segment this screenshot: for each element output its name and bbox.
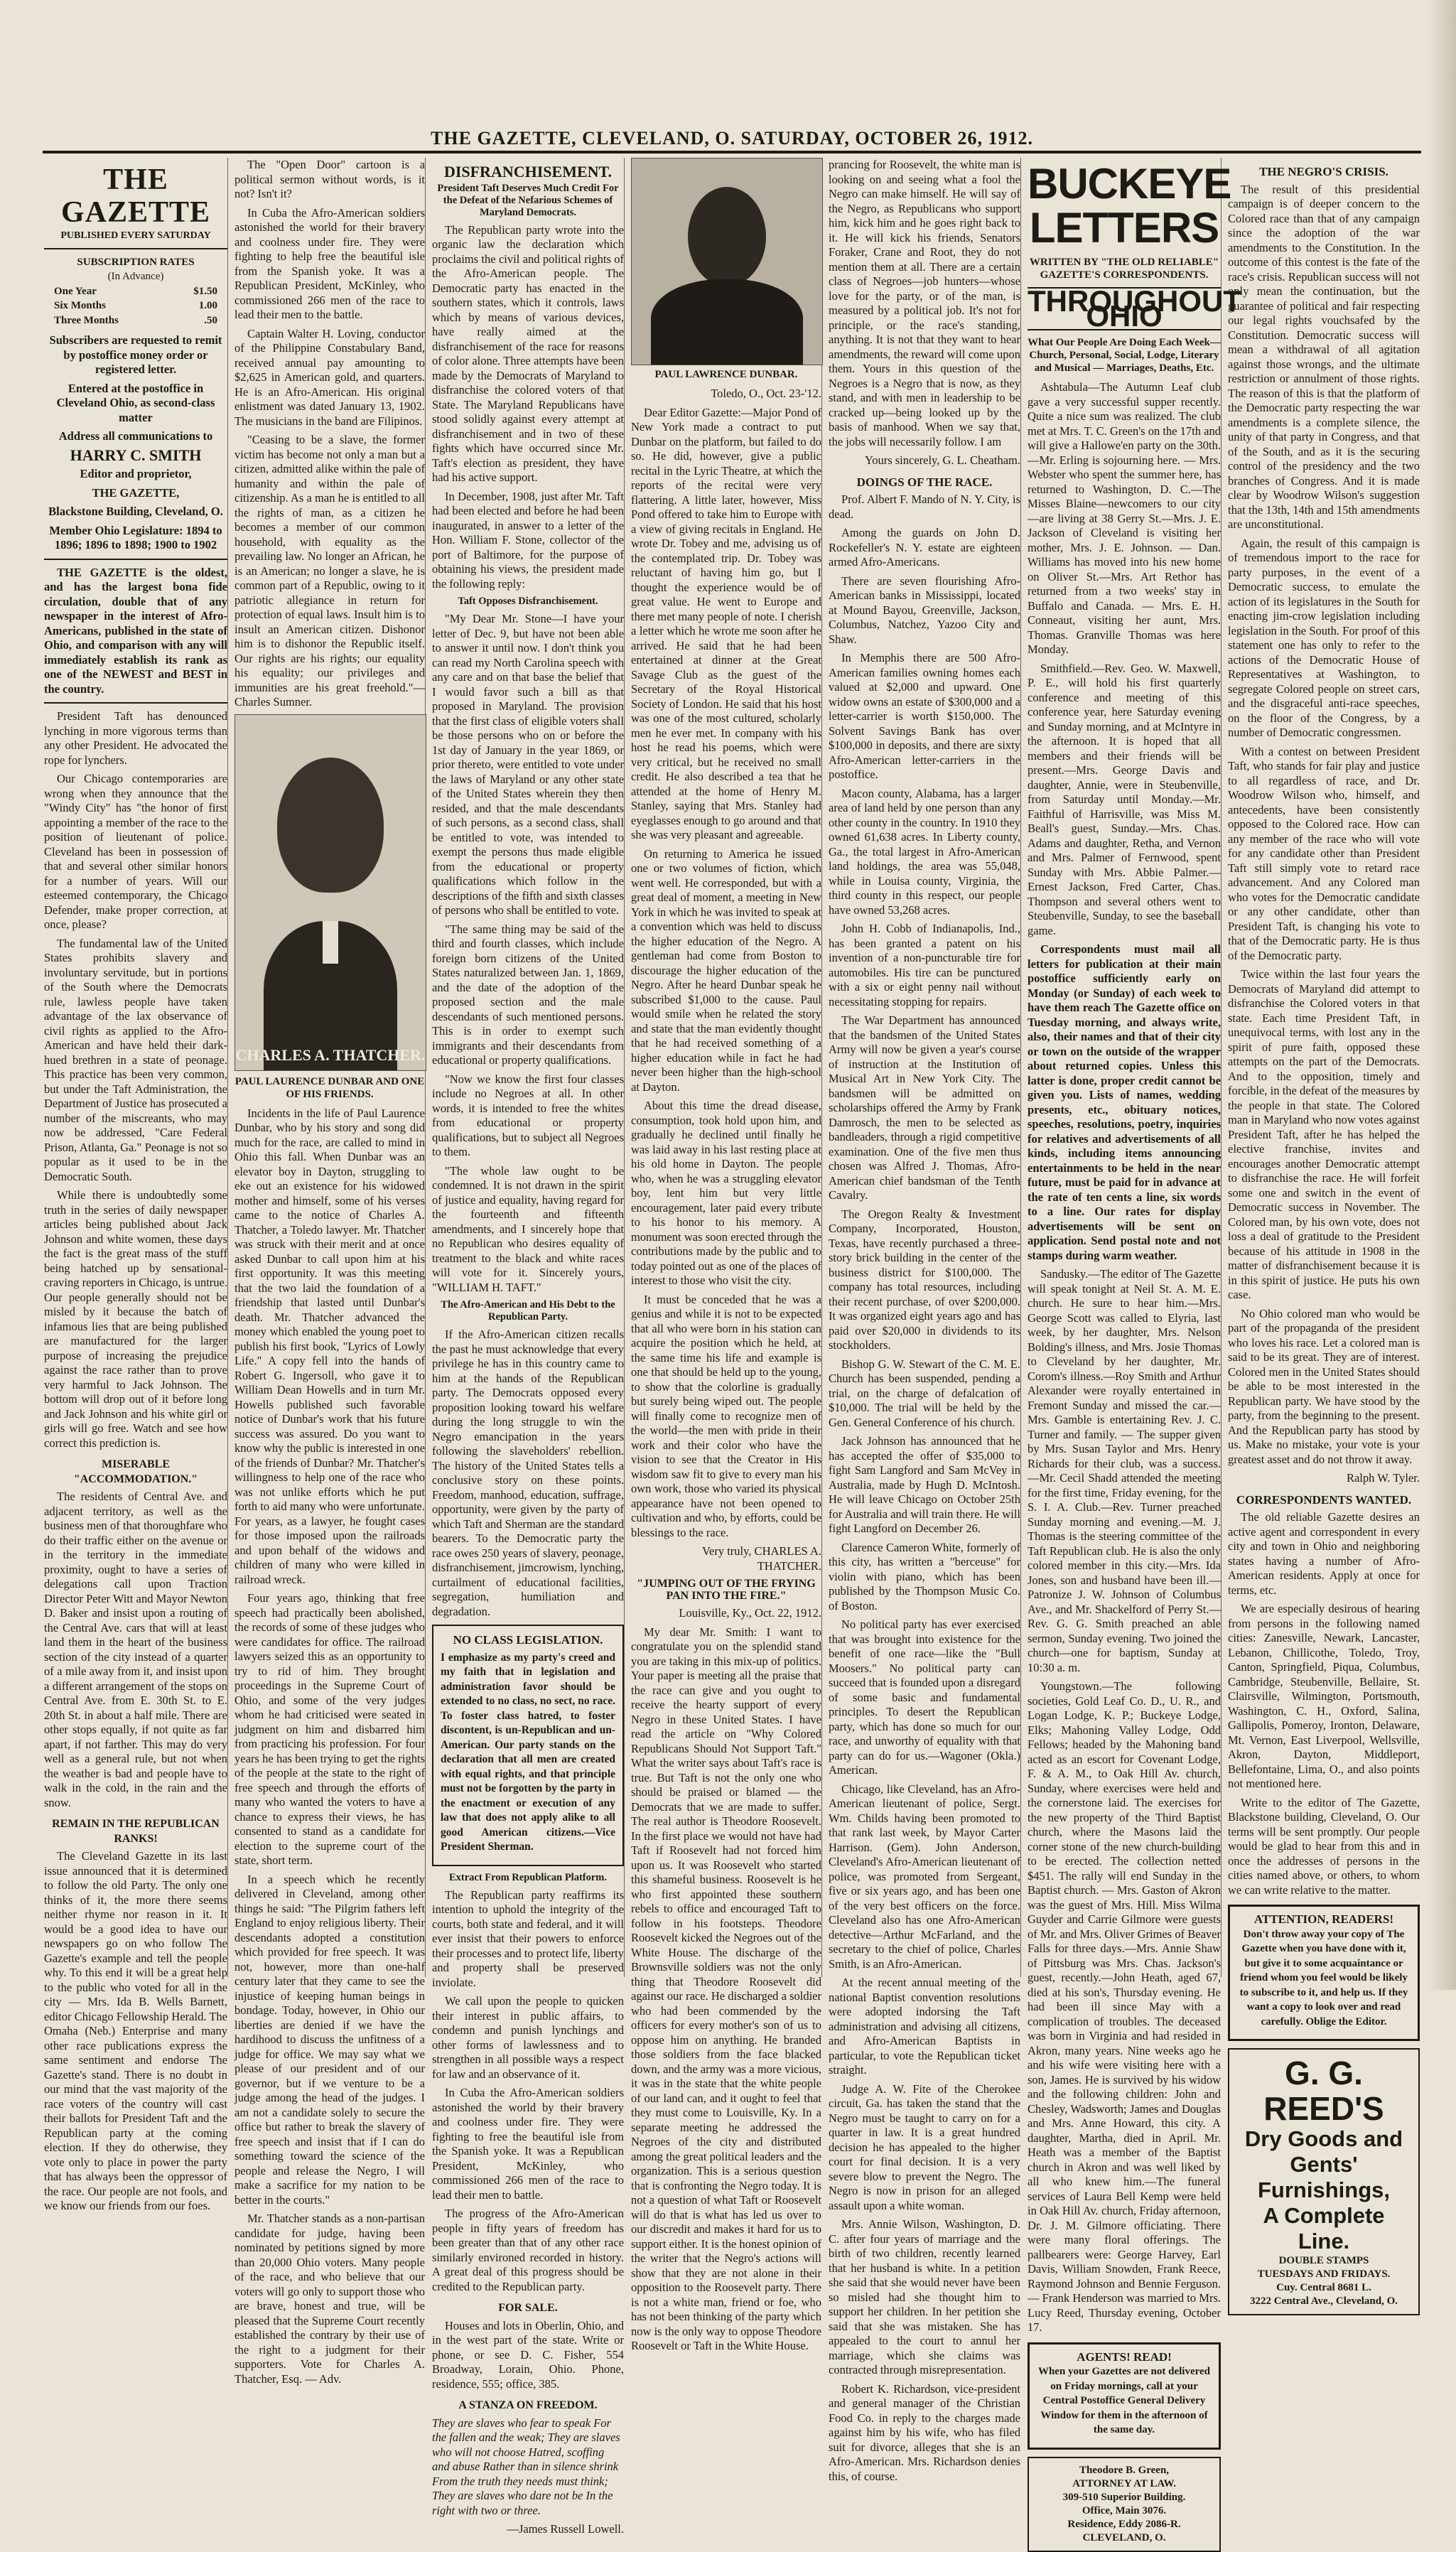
- article-paragraph: "Ceasing to be a slave, the former victim has become not only a man but a citizen, admitted alike within the pale of humanity and within the pale of citizenship. As a man he is entitled to all the rights of man, as a citizen he becomes a member of our common household, with equality as the prevailing law. No longer an African, he is an American; no longer a slave, he is common part of a Republic, owing to it patriotic allegiance in return for protection of equal laws. Insult him is to insult an American citizen. Dishonor him is to dishonor the Republic itself. Our rights are his rights; our equality his equality; our privileges and immunities are his great freehold."—Charles Sumner.: [234, 433, 425, 709]
- news-item: The War Department has announced that the bandsmen of the United States Army will now be given a year's course of instruction at the Institution of Musical Art in New York City. The bandsmen will be admitted on scholarships offered the Army by Frank Damrosch, the men to be selected as bandleaders, through a rigid competitive examination. One of the five men thus chosen was Alfred J. Thomas, Afro-American chief bandsman of the Tenth Cavalry.: [829, 1013, 1020, 1202]
- article-signoff: Ralph W. Tyler.: [1346, 1471, 1420, 1485]
- news-item: Judge A. W. Fite of the Cherokee circuit, Ga. has taken the stand that the Negro must be taught to carry on for a quarter in law. It is a great hundred decision he has appealed to the higher court for final decision. It is a very severe blow to prevent the Negro. The Negro is now in prison for an alleged assault upon a white woman.: [829, 2082, 1020, 2212]
- attorney-ad: [1028, 2457, 1221, 2552]
- letter-paragraph: prancing for Roosevelt, the white man is looking on and seeing what a fool the Negro can make himself. He will say of the Negro, as Republicans who support him, kick him and he goes right back to it. He will kick his friends, Senators Foraker, Crane and Root, they do not mention them at all. There are a certain class of Negroes—job hunters—whose love for the party, or of the man, is measured by a political job. It's not for principle, or the race's standing, anything. It is not that they want to hear amendments, the reward will come upon them. Yours in this question of the Negroes is a Negro that is now, as they stand, and with men in leadership to be cracked up—being looked up by the basis of manhood. When we say that, the jobs will necessarily follow. I am: [829, 158, 1020, 448]
- editorial-paragraph: While there is undoubtedly some truth in the series of daily newspaper articles being published about Jack Johnson and white women, these days the fact is the great mass of the stuff being hatched up by sensational-craving reporters in Chicago, is untrue. Our people generally should not be misled by it because the batch of infamous lies that are being published are manufactured for the larger purpose of increasing the prejudice against the race rather than to prove very harmful to Jack Johnson. The bottom will drop out of it before long and Jack Johnson and his white girl or girls will go free. Watch and see how correct this prediction is.: [44, 1188, 227, 1450]
- section-subheading: President Taft Deserves Much Credit For the Defeat of the Nefarious Schemes of Maryland Democrats.: [437, 182, 619, 218]
- store-detail: Cuy. Central 8681 L.: [1276, 2282, 1371, 2293]
- section-heading: REMAIN IN THE REPUBLICAN RANKS!: [52, 1818, 220, 1845]
- article-paragraph: "My Dear Mr. Stone—I have your letter of Dec. 9, but have not been able to answer it until now. I don't think you can read my North Carolina speech with any care and on that base the belief that I would favor such a bill as that proposed in Maryland. The provision that the first class of eligible voters shall be those persons who on or before the 1st day of January in the year 1869, or prior thereto, were entitled to vote under the laws of Maryland or any other state of the United States wherein they then resided, and that the male descendants of such persons, as a second class, shall be entitled to vote, was intended to exempt the persons thus made eligible from the educational or property qualifications which follow in the descriptions of the fifth and sixth classes of persons who shall be entitled to vote.: [432, 612, 624, 917]
- article-paragraph: If the Afro-American citizen recalls the past he must acknowledge that every privilege he has in this country came to him at the hands of the Republican party. The Democrats opposed every proposition looking toward his welfare during the long struggle to win the Negro emancipation in the years following the slaveholders' rebellion. The history of the United States tells a conclusive story on these points. Freedom, manhood, education, suffrage, opportunity, were given by the party of which Taft and Sherman are the standard bearers. To the Democratic party the race owes 250 years of slavery, peonage, disfranchisement, jimcrowism, lynching, curtailment of educational facilities, segregation, humiliation and degradation.: [432, 1328, 624, 1618]
- article-paragraph: In Cuba the Afro-American soldiers astonished the world for their bravery and coolness under fire. They were fighting to help free the beautiful isle from the Spanish yoke. It was a Republican President, McKinley, who commissioned 266 men of the race to lead their men to the battle.: [234, 205, 425, 321]
- editor-title: Editor and proprietor,: [80, 467, 192, 480]
- editorial-paragraph: The Cleveland Gazette in its last issue announced that it is determined to follow the old Party. The only one thinks of it, the more there seems neither rhyme nor reason in it. It would be a good idea to have our newspapers go on who follow The Gazette's example and tell the people why. To this end it will be a great help to the public who voted for all in the city — Mrs. Ida B. Wells Barnett, editor Chicago Fellowship Herald. The Omaha (Neb.) Enterprise and many other race publications express the same sentiment and endorse The Gazette's stand. There is no doubt in our mind that the vast majority of the race voters of the country will cast their ballots for President Taft and the Republican party at the coming election. If they do otherwise, they vote only to place in power the party that has always been the oppressor of the race. Our people are not fools, and we know our friends from our foes.: [44, 1849, 227, 2212]
- news-item: Mrs. Annie Wilson, Washington, D. C. after four years of marriage and the birth of two children, recently learned that her husband is white. In a petition she said that she would never have been so misled had she thought him to support her children. In her petition she said that she was mistaken. She has appealed to the court to annul her marriage, which she claims was contracted through misrepresentation.: [829, 2217, 1020, 2376]
- article-paragraph: Mr. Thatcher stands as a non-partisan candidate for judge, having been nominated by petitions signed by more than 20,000 Ohio voters. Many people of the race, and who believe that our voters will go only to support those who are brave, honest and true, will be pleased that the Supreme Court recently established the contrary by their use of the right to a judgment for their supporters. Vote for Charles A. Thatcher, Esq. — Adv.: [234, 2212, 425, 2386]
- news-item: At the recent annual meeting of the national Baptist convention resolutions were adopted indorsing the Taft administration and advising all citizens, and Afro-American Baptists in particular, to vote the Republican ticket straight.: [829, 1976, 1020, 2077]
- portrait-body: [651, 279, 803, 365]
- news-item: Bishop G. W. Stewart of the C. M. E. Church has been suspended, pending a trial, on the charge of defalcation of $10,000. The trial will be held by the Gen. General Conference of his church.: [829, 1357, 1020, 1429]
- article-paragraph: With a contest on between President Taft, who stands for fair play and justice to all regardless of race, and Dr. Woodrow Wilson who, himself, and antecedents, have been consistently opposed to the Colored race. How can any member of the race who will vote for any candidate other than President Taft still simply vote to retard race advancement. And any Colored man who votes for the Democratic candidate or any other candidate, other than President Taft, is changing his vote to that of the Democratic party. He is thus of the Democratic party.: [1228, 744, 1420, 962]
- news-item: Robert K. Richardson, vice-president and general manager of the Christian Food Co. in reply to the charges made against him by his wife, who has filed suit for divorce, alleges that she is an Afro-American. Mrs. Richardson denies this, of course.: [829, 2381, 1020, 2483]
- correspondent-letter: Ashtabula—The Autumn Leaf club gave a very successful supper recently. Quite a nice sum was realized. The club met at Mrs. T. C. Green's on the 17th and will give a Hallowe'en party on the 30th.—Mr. Erling is sojourning here. — Mrs. Webster who spent the summer here, has returned to Washington, D. C.—The Misses Blaine—newcomers to our city—are living at 38 Gerry St.—Mrs. J. E. Jackson of Cleveland is visiting her mother, Mrs. J. E. Johnson. — Dan. Williams has moved into his new home on Oliver St.—Mrs. Art Rethor has returned from a two weeks' stay in Buffalo and Canada. — Mrs. E. H. Conneaut, visiting her aunt, Mrs. Thomas. Granville Thomas was here Monday.: [1028, 380, 1221, 656]
- buckeye-description: What Our People Are Doing Each Week—Church, Personal, Social, Lodge, Literary and Musical — Marriages, Deaths, Etc.: [1028, 337, 1221, 374]
- portrait-collar: [323, 921, 338, 964]
- agents-read-box: [1028, 2342, 1221, 2450]
- poem-text: They are slaves who fear to speak For the fallen and the weak; They are slaves who will not choose Hatred, scoffing and abuse Rather than in silence shrink From the truth they needs must think; They are slaves who dare not be In the right with two or three.: [432, 2416, 620, 2517]
- column-3: [432, 158, 625, 2536]
- letter-paragraph: It must be conceded that he was a genius and while it is not to be expected that all who were born in his station can acquire the position which he held, at the same time his life and example is one that should be held up to the young, to show that the colorline is gradually but surely being wiped out. The people will finally come to recognize men of the world—the men with pride in their work and their color who have the vision to see that the Creator in His wisdom saw fit to give to every man his own work, those who varied its physical appearance have not been opened to cultivation and who, by efforts, could be blessings to the race.: [631, 1292, 821, 1539]
- article-paragraph: In a speech which he recently delivered in Cleveland, among other things he said: "The Pilgrim fathers left England to enjoy religious liberty. Their descendants adopted a constitution which provided for free speech. It was not, however, more than one-half century later that they came to see the injustice of keeping human beings in bondage. Today, however, in Ohio our liberties are denied if we have the hardihood to discuss the unfitness of a judge for office. We may say what we please of our president and of our governor, but if we venture to be a judge among the head of the judges. I am not a candidate solely to secure the office but rather to break the slavery of free speech and insist that if I can do something toward the science of the people and release the Negro, I will make a sacrifice for my nation to be better in the courts.": [234, 1872, 425, 2207]
- store-detail: DOUBLE STAMPS: [1278, 2255, 1369, 2266]
- article-paragraph: The Republican party wrote into the organic law the declaration which proclaims the civil and political rights of the Afro-American people. The Democratic party has enacted in the southern states, which it controls, laws which by means of various devices, have really aimed at the disfranchisement of the race for reasons of color alone. Three attempts have been made by the Democrats of Maryland to disfranchise the colored voters of that State. The Maryland Republicans have stood solidly against every attempt at disfranchisement and in two of these fights which have occurred since Mr. Taft's election as president, they have had his active support.: [432, 222, 624, 484]
- letter-signoff: Very truly, CHARLES A. THATCHER.: [701, 1544, 821, 1573]
- divider: [44, 702, 227, 704]
- letter-dateline: Toledo, O., Oct. 23-'12.: [711, 387, 821, 400]
- article-paragraph: Captain Walter H. Loving, conductor of the Philippine Constabulary Band, received annual pay amounting to $2,625 in American gold, and quarters. He is an Afro-American. His original enlistment was dated January 13, 1902. The musicians in the band are Filipinos.: [234, 326, 425, 428]
- section-heading: FOR SALE.: [498, 2302, 558, 2314]
- store-line: Gents' Furnishings,: [1258, 2152, 1390, 2202]
- store-detail: TUESDAYS AND FRIDAYS.: [1257, 2268, 1391, 2280]
- article-paragraph: We call upon the people to quicken their interest in public affairs, to condemn and punish lynchings and other forms of lawlessness and to strengthen in all possible ways a respect for law and an observance of it.: [432, 1994, 624, 2081]
- article-headline: PAUL LAURENCE DUNBAR AND ONE OF HIS FRIENDS.: [234, 1075, 425, 1100]
- article-paragraph: The "Open Door" cartoon is a political sermon without words, is it not? Isn't it?: [234, 158, 425, 200]
- article-paragraph: Four years ago, thinking that free speech had practically been abolished, the records of some of these judges who were candidates for office. The railroad lawyers seized this as an opportunity to try to rid of him. They brought proceedings in the Supreme Court of Ohio, and some of the very judges whom he had criticised were seated in judgment on him and disbarred him from practicing his profession. For four years he has been trying to get the rights of the people at the state to the right of free speech and through the efforts of many who wanted the voters to have a chance to express their views, he has consented to stand as a candidate for election to the supreme court of the state, short term.: [234, 1591, 425, 1867]
- remit-notice: Subscribers are requested to remit by postoffice money order or registered letter.: [49, 333, 222, 376]
- section-subheading: Extract From Republican Platform.: [448, 1871, 608, 1883]
- article-paragraph: The old reliable Gazette desires an active agent and correspondent in every city and town in Ohio and neighboring states having a number of Afro-American residents. Apply at once for terms, etc.: [1228, 1510, 1420, 1597]
- page-edge-shadow: [1428, 0, 1456, 1990]
- store-line: A Complete Line.: [1263, 2203, 1385, 2254]
- classified-ad: Houses and lots in Oberlin, Ohio, and in the west part of the state. Write or phone, or see D. C. Fisher, 554 Broadway, Lorain, Ohio. Phone, residence, 555; office, 385.: [432, 2318, 624, 2391]
- column-2: [234, 158, 426, 2386]
- news-item: Jack Johnson has announced that he has accepted the offer of $35,000 to fight Sam Langford and Sam McVey in Australia, made by Hugh D. McIntosh. He will leave Chicago on October 25th for Australia and will train there. He will fight Langford on December 26.: [829, 1434, 1020, 1535]
- letter-paragraph: Dear Editor Gazette:—Major Pond of New York made a contract to put Dunbar on the platform, but failed to do so. He did, however, give a public recital in the Lyric Theatre, at which the reports of the recital were very flattering. A little later, however, Miss Pond offered to take him to Europe with a view of giving recitals in England. He wrote Dr. Tobey and me, advising us of the contemplated trip. Dr. Tobey was reluctant of having him go, but I thought the experience would be of great value. He went to Europe and there met many people of note. I cherish a letter which he wrote me soon after he arrived. He said that he had been entertained at dinner at the Great Savage Club as the guest of the Secretary of the Royal Historical Society of London. He said that his host was one of the most cultured, scholarly men he ever met. In company with his host he read his poems, which were very critical, but he received no small credit. He also described a tea that he attended at the home of Henry M. Stanley, saying that Mrs. Stanley had eyeglasses enough to go around and that she was very pleasant and agreeable.: [631, 405, 821, 841]
- news-item: John H. Cobb of Indianapolis, Ind., has been granted a patent on his invention of a non-puncturable tire for automobiles. His tire can be punctured with a six or eight penny nail without necessitating stopping for repairs.: [829, 922, 1020, 1008]
- section-subheading: Taft Opposes Disfranchisement.: [458, 596, 598, 607]
- section-heading: MISERABLE "ACCOMMODATION.": [73, 1458, 198, 1485]
- box-heading: ATTENTION, READERS!: [1253, 1912, 1394, 1926]
- section-subheading: The Afro-American and His Debt to the Republican Party.: [441, 1299, 615, 1323]
- rates-heading: SUBSCRIPTION RATES: [77, 256, 195, 268]
- news-item: Among the guards on John D. Rockefeller's N. Y. estate are eighteen armed Afro-Americans.: [829, 526, 1020, 569]
- column-7: [1228, 158, 1420, 2307]
- editor-address: Blackstone Building, Cleveland, O.: [48, 505, 223, 518]
- poem-author: —James Russell Lowell.: [507, 2522, 624, 2536]
- divider: [44, 559, 227, 560]
- box-heading: AGENTS! READ!: [1077, 2349, 1172, 2364]
- news-item: There are seven flourishing Afro-American banks in Mississippi, located at Mound Bayou, Greenville, Jackson, Columbus, Natchez, Yazoo City and Shaw.: [829, 574, 1020, 646]
- store-detail: 3222 Central Ave., Cleveland, O.: [1249, 2295, 1398, 2307]
- editorial-paragraph: The fundamental law of the United States prohibits slavery and involuntary servitude, but in portions of the South where the Democrats rule, lawless people have taken advantage of the lax observance of civil rights as applied to the Afro-American and have held their dark-hued brethren in a state of peonage. This practice has been very common, but under the Taft Administration, the Department of Justice has prosecuted a number of the miscreants, who may now be addressed, "Care Federal Prison, Atlanta, Ga." Peonage is not so popular as it used to be in the Democratic South.: [44, 936, 227, 1183]
- news-item: No political party has ever exercised that was brought into existence for the benefit of one race—like the "Bull Moosers." No political party can succeed that is founded upon a disregard of some basic and fundamental principles. To desert the Republican party, which has done so much for our race, and unworthy of equality with that party can do for us.—Wagoner (Okla.) American.: [829, 1617, 1020, 1777]
- section-heading: DISFRANCHISEMENT.: [443, 163, 613, 181]
- article-paragraph: The progress of the Afro-American people in fifty years of freedom has been greater than that of any other race similarly environed recorded in history. A great deal of this progress should be credited to the Republican party.: [432, 2207, 624, 2293]
- circulation-boast: THE GAZETTE is the oldest, and has the largest bona fide circulation, double that of any newspaper in the interest of Afro-Americans, published in the state of Ohio, and comparison with any will immediately establish its rank as one of the NEWEST and BEST in the country.: [44, 565, 227, 696]
- store-name: G. G. REED'S: [1263, 2055, 1384, 2127]
- box-heading: NO CLASS LEGISLATION.: [453, 1633, 603, 1647]
- article-paragraph: Incidents in the life of Paul Laurence Dunbar, who by his story and song did much for the race, are called to mind in Ohio this fall. When Dunbar was an elevator boy in Dayton, struggling to eke out an existence for his widowed mother and himself, some of his verses came to the notice of Charles A. Thatcher, a Toledo lawyer. Mr. Thatcher was struck with their merit and at once asked Dunbar to call upon him at his first opportunity. It was this meeting that the two laid the foundation of a friendship that lasted until Dunbar's death. Mr. Thatcher advanced the money which enabled the young poet to publish his first book, "Lyrics of Lowly Life." A copy fell into the hands of Robert G. Ingersoll, who gave it to William Dean Howells and in turn Mr. Howells published such favorable notice of Dunbar's work that his future success was assured. Do you want to know why the public is interested in one of the friends of Dunbar? Mr. Thatcher's willingness to help one of the race who was not unlike efforts which he put forth to aid many who were unfortunate. For years, as a lawyer, he fought cases for those imposed upon the railroads and upon behalf of the widows and children of many who were killed in railroad wreck.: [234, 1106, 425, 1586]
- rates-subheading: (In Advance): [107, 271, 164, 282]
- section-heading: A STANZA ON FREEDOM.: [458, 2399, 598, 2411]
- column-6: [1028, 158, 1241, 2543]
- letter-paragraph: On returning to America he issued one or two volumes of fiction, which went well. He corresponded, but with a great deal of moment, a meeting in New York in which he was invited to speak at a convention which was held to discuss the higher education of the Negro. A gentleman had come from Boston to discourage the higher education of the Negro. After he heard Dunbar speak he subscribed $1,000 to the cause. Paul would smile when he related the story and state that the man evidently thought that he had received something of a higher education while in fact he had never been higher than the high-school at Dayton.: [631, 846, 821, 1094]
- postoffice-notice: Entered at the postoffice in Cleveland Ohio, as second-class matter: [56, 381, 215, 424]
- news-item: In Memphis there are 500 Afro-American families owning homes each valued at $2,000 and upward. One widow owns an estate of $300,000 and a letter-carrier is worth $150,000. The Solvent Savings Bank has over $100,000 in deposits, and there are sixty Afro-American letter-carriers in the postoffice.: [829, 651, 1020, 781]
- store-line: Dry Goods and: [1244, 2126, 1403, 2151]
- editorial-paragraph: President Taft has denounced lynching in more vigorous terms than any other President. He advocated the rope for lynchers.: [44, 709, 227, 767]
- correspondent-letter: Youngstown.—The following societies, Gold Leaf Co. D., U. R., and Logan Lodge, K. P.; Buckeye Lodge, Elks; Mahoning Valley Lodge, Odd Fellows; headed by the Mahoning band acted as an escort for Covenant Lodge, F. & A. M., to Oak Hill Av. church, Sunday, where exercises were held and the cornerstone laid. The exercises for the new property of the Third Baptist church, where the Masons laid the corner stone of the new church-building to be erected. The collection netted $451. The rally will end Sunday in the Baptist church. — Mrs. Gaston of Akron was the guest of Mrs. Hill. Miss Wilma Guyder and Carrie Gilmore were guests of Mr. and Mrs. Oliver Grimes of Beaver Falls for three days.—Mrs. Annie Shaw of Pittsburg was Mrs. Chas. Jackson's guest, recently.—John Heath, aged 67, died at his son's, Thursday evening. He had been ill since May with a complication of troubles. The deceased was born in Virginia and had resided in Akron, many years. Nine weeks ago he and his wife were visiting here with a son, James. He is survived by his widow and the following children: John and Chesley, Wadsworth; James and Douglas and Mrs. Anne Howard, this city. A daughter, Martha, died in April. Mr. Heath was a member of the Baptist church in Akron and was well liked by all who knew him.—The funeral services of Laura Bell Kemp were held in Oak Hill Av. church, Friday afternoon, Dr. J. M. Gilmore officiating. There were many floral offerings. The pallbearers were: George Harvey, Earl Davis, William Snowden, Frank Reece, Raymond Johnson and Bennie Ferguson. — Frank Henderson was married to Mrs. Lucy Reed, Thursday evening, October 17.: [1028, 1679, 1221, 2334]
- reed-store-ad: [1228, 2048, 1420, 2315]
- news-item: Macon county, Alabama, has a larger area of land held by one person than any other county in the country. In 1910 they owned 61,638 acres. In Liberty county, Ga., the total largest in Afro-American land holdings, the area was 55,048, while in Louisa county, Virginia, the third county in this respect, our people have owned 53,268 acres.: [829, 786, 1020, 917]
- portrait-head: [277, 758, 384, 893]
- news-item: Clarence Cameron White, formerly of this city, has written a "berceuse" for violin with piano, which has been published by the Thompson Music Co. of Boston.: [829, 1540, 1020, 1613]
- thatcher-portrait: [234, 714, 426, 1071]
- news-item: The Oregon Realty & Investment Company, Incorporated, Houston, Texas, have recently purchased a three-story brick building in the center of the business district for $100,000. The company has total resources, including their recent purchase, of over $200,000. It was organized eight years ago and has paid over $20,000 in dividends to its stockholders.: [829, 1207, 1020, 1352]
- editor-office: THE GAZETTE,: [92, 485, 180, 500]
- buckeye-subtitle: WRITTEN BY "THE OLD RELIABLE" GAZETTE'S CORRESPONDENTS.: [1029, 257, 1219, 281]
- article-paragraph: "The same thing may be said of the third and fourth classes, which include foreign born citizens of the United States naturalized between Jan. 1, 1869, and the date of the adoption of the proposed section and the male descendants of such mentioned persons. This is in order to exempt such immigrants and their descendants from educational or property qualifications.: [432, 922, 624, 1067]
- section-heading: THE NEGRO'S CRISIS.: [1259, 165, 1388, 178]
- attention-readers-box: [1228, 1905, 1420, 2041]
- subscription-rates: [44, 255, 227, 328]
- box-text: Don't throw away your copy of The Gazette when you have done with it, but give it to some acquaintance or friend whom you feel would be likely to subscribe to it, and help us. If they want a copy to look over and read carefully. Oblige the Editor.: [1239, 1928, 1408, 2028]
- box-text: I emphasize as my party's creed and my faith that in legislation and administration favor should be extended to no class, no sect, no race. To foster class hatred, to foster discontent, is un-Republican and un-American. Our party stands on the declaration that all men are created with equal rights, and that principle must not be forgotten by the party in the enactment or execution of any law that does not apply alike to all good American citizens.—Vice President Sherman.: [441, 1651, 615, 1853]
- article-paragraph: The result of this presidential campaign is of deeper concern to the Colored race than that of any campaign since the adoption of the war amendments to the Constitution. In the outcome of this contest is the fate of the race's crisis. Republican success will not only mean the continuation, but the guarantee of political and fair respecting our legal rights vouchsafed by the Constitution. Democratic success will mean a withdrawal of all agitation against those wrongs, and the ultimate restriction or annulment of those rights. The reason of this is that the platform of the Democratic party respecting the war amendments is a complete silence, the unity of that party in Congress, and that of the South, and as it is the securing control of the presidency and the two branches of Congress. And it is made clear by Woodrow Wilson's suggestion that the 13th, 14th and 15th amendments are unconstitutional.: [1228, 182, 1420, 531]
- dunbar-portrait: [631, 158, 823, 365]
- masthead-rule: [43, 151, 1421, 154]
- attorney-line: Office, Main 3076.: [1082, 2504, 1167, 2516]
- paper-subtitle: PUBLISHED EVERY SATURDAY: [44, 229, 227, 249]
- attorney-name: Theodore B. Green,: [1079, 2464, 1170, 2476]
- section-heading: DOINGS OF THE RACE.: [856, 475, 993, 489]
- letter-dateline: Louisville, Ky., Oct. 22, 1912.: [679, 1606, 821, 1620]
- correspondent-letter: Sandusky.—The editor of The Gazette will speak tonight at Neil St. A. M. E. church. He sure to hear him.—Mrs. George Scott was called to Elyria, last week, by her daughter, Mrs. Nelson Bolding's illness, and Mrs. Josie Thomas to Cleveland by her daughter, Mr. Corom's illness.—Roy Smith and Arthur Alexander were royally entertained in Fremont Sunday and missed the car.—Mrs. Gamble is entertaining Rev. J. C. Turner and family. — The supper given by Mrs. Susan Taylor and Mrs. Henry Richards for their club, was a success. —Mr. Cecil Shadd attended the meeting for the first time, Friday evening, for the S. I. A. Club.—Rev. Turner preached Sunday morning and evening.—M. J. Thomas is the steering committee of the Taft Republican club. He is also the only colored member in this city.—Mrs. Ida Jones, son and husband have been ill.—Patronize J. W. Johnson of Columbus Ave., and Mr. Shackelford of Perry St.—Rev. G. G. Smith preached an able sermon, Sunday evening. Two joined the church—one for baptism, Sunday at 10:30 a. m.: [1028, 1267, 1221, 1674]
- no-class-legislation-box: [432, 1625, 624, 1866]
- portrait-head: [688, 187, 766, 286]
- article-paragraph: No Ohio colored man who would be part of the propaganda of the president who loves his race. Let a colored man is said to be its great. They are of interest. Colored men in the United States should be able to be most interested in the Republican party. We have stood by the party, from the beginning to the present. And the Republican party has stood by us. Make no mistake, your vote is your greatest asset and do not throw it away.: [1228, 1306, 1420, 1466]
- column-4: [631, 158, 822, 2352]
- editorial-paragraph: The residents of Central Ave. and adjacent territory, as well as the business men of that thoroughfare who do their traffic either on the avenue or in the territory in the immediate proximity, ought to have a series of delegations call upon Traction Director Peter Witt and Mayor Newton D. Baker and insist upon a routing of the Central Ave. cars that will at least land them in the heart of the business section of the city instead of a quarter of a mile away from it, and insist upon a different arrangement of the stops on Central Ave. from E. 30th St. to E. 20th St. in about a half mile. There are other stops equally, if not quite as far apart, if not farther. This may do very well as a general rule, but not when the weather is bad and people have to walk in the cold, in the rain and the snow.: [44, 1490, 227, 1809]
- rate-row: One Year $1.50: [54, 285, 217, 297]
- article-paragraph: Again, the result of this campaign is of tremendous import to the race for party purposes, in the event of a Democratic success, to emulate the action of its legislatures in the South for enacting jim-crow legislation including legislation in the South. For proof of this statement one has only to refer to the actions of the Democratic House of Representatives at Washington, to segregate Colored people on street cars, and the disgraceful anti-race speeches, on the floor of the Congress, by a number of Democratic congressmen.: [1228, 536, 1420, 739]
- article-paragraph: In December, 1908, just after Mr. Taft had been elected and before he had been inaugurated, in answer to a letter of the Hon. William F. Stone, collector of the port of Baltimore, for the purpose of obtaining his views, the president made the following reply:: [432, 489, 624, 591]
- portrait-caption: PAUL LAWRENCE DUNBAR.: [654, 369, 798, 380]
- buckeye-letters-title: BUCKEYE LETTERS: [1028, 160, 1231, 252]
- correspondent-letter: Smithfield.—Rev. Geo. W. Maxwell, P. E., will hold his first quarterly conference and meeting of this conference year, here Saturday evening and Sunday morning, and at McIntyre in the afternoon. It is hoped that all members and their friends will be present.—Mrs. George Davis and daughter, Annie, were in Steubenville, from Saturday until Monday.—Mr. Faithful of Harrisville, was Miss M. Beall's guest, Sunday.—Mrs. Chas. Adams and daughter, Retha, and Vernon and Mrs. Palmer of Fernwood, spent Sunday with Mrs. Abbie Palmer.—Ernest Jackson, Fred Carter, Chas. Thompson and several others went to Steubenville, Sunday, to see the baseball game.: [1028, 661, 1221, 937]
- letter-signoff: Yours sincerely, G. L. Cheatham.: [864, 453, 1020, 467]
- throughout-ohio-heading: THROUGHOUT OHIO: [1028, 284, 1241, 333]
- rate-row: Six Months 1.00: [54, 300, 217, 311]
- letter-paragraph: My dear Mr. Smith: I want to congratulate you on the splendid stand you are taking in this mix-up of politics. Your paper is meeting all the praise that the race can give and you ought to receive the hearty support of every Negro in these United States. I have read the article on "Why Colored Republicans Should Not Support Taft." What the writer says about Taft's race is true. But Taft is not the only one who should be praised or blamed — the Democrats that we are made to suffer. The real author is Theodore Roosevelt. In the first place we would not have had Taft if Roosevelt had not forced him upon us. It was Roosevelt who started this shameful business. Roosevelt is he who first appointed these southern rebels to office and encouraged Taft to follow in his footsteps. Theodore Roosevelt kicked the Negroes out of the White House. The discharge of the Brownsville soldiers was not the only thing that Theodore Roosevelt did against our race. He discharged a soldier who had been commended by the officers for every mother's son of us to oppose him on anything. He branded those soldiers from the face blacked down, and the army was a more vicious, it was in the state that the white people of our land can, and it ought to feel that they must come to Louisville, Ky. In a separate meeting he addressed the Negroes of the city and distributed among the great political leaders and the organization. This is a serious question that is confronting the Negro today. It is not a question of what Taft or Roosevelt will do that is what has led us over to our discredit and makes it hard for us to support either. It is the honest opinion of the writer that the Negro's actions will show that they are not alone in their opposition to the Roosevelt party. There is not a white man, friend or foe, who has not been thinking of the party which now is the only way to oppose Theodore Roosevelt or Taft in the White House.: [631, 1625, 821, 2352]
- news-item: Chicago, like Cleveland, has an Afro-American lieutenant of police, Sergt. Wm. Childs having been promoted to that rank last week, by Mayor Carter Harrison. (Gem). John Anderson, Cleveland's Afro-American lieutenant of police, was promoted from Sergeant, five or six years ago, and has been one of the very best officers on the force. Cleveland also has one Afro-American detective—Arthur McFarland, and the secretary to the chief of police, Charles Smith, is an Afro-American.: [829, 1782, 1020, 1971]
- column-5: [829, 158, 1021, 2483]
- article-paragraph: "The whole law ought to be condemned. It is not drawn in the spirit of justice and equality, having regard for the fourteenth and fifteenth amendments, and I sincerely hope that no Republican who desires equality of treatment to the black and white races will vote for it. Sincerely yours, "WILLIAM H. TAFT.": [432, 1163, 624, 1294]
- attorney-line: CLEVELAND, O.: [1082, 2531, 1166, 2543]
- article-paragraph: The Republican party reaffirms its intention to uphold the integrity of the courts, both state and federal, and it will ever insist that their powers to enforce their processes and to protect life, liberty and property shall be preserved inviolate.: [432, 1888, 624, 1989]
- article-paragraph: We are especially desirous of hearing from persons in the following named cities: Zanesville, Newark, Lancaster, Lebanon, Chillicothe, Toledo, Troy, Canton, Springfield, Piqua, Columbus, Cambridge, Steubenville, Bellaire, St. Clairsville, Wilmington, Portsmouth, Washington, C. H., Oxford, Salina, Gallipolis, Pomeroy, Ironton, Delaware, Mt. Vernon, East Liverpool, Wellsville, Akron, Dayton, Middleport, Bellefontaine, Lima, O., and also points not mentioned here.: [1228, 1602, 1420, 1790]
- box-text: When your Gazettes are not delivered on Friday mornings, call at your Central Postoffice General Delivery Window for them in the afternoon of the same day.: [1037, 2366, 1211, 2435]
- attorney-line: Residence, Eddy 2086-R.: [1067, 2518, 1181, 2530]
- article-paragraph: In Cuba the Afro-American soldiers astonished the world by their bravery and coolness under fire. They were fighting to free the beautiful isle from the Spanish yoke. It was a Republican President, McKinley, who commissioned 266 men of the race to lead their men to battle.: [432, 2086, 624, 2202]
- legislature-note: Member Ohio Legislature: 1894 to 1896; 1896 to 1898; 1900 to 1902: [49, 523, 222, 551]
- address-intro: Address all communications to: [58, 429, 213, 443]
- correspondent-notice: Correspondents must mail all letters for publication at their main postoffice sufficiently early on Monday (or Sunday) of each week to have them reach The Gazette office on Tuesday morning, and always write, also, their names and that of their city or town on the outside of the wrapper about returned copies. Unless this latter is done, proper credit cannot be given you. Lists of names, wedding presents, etc., obituary notices, speeches, resolutions, poetry, inquiries for relatives and advertisements of all kinds, including items announcing entertainments to be held in the near future, must be paid for in advance at the rate of ten cents a line, six words to a line. Our rates for display advertisements will be sent on application. Send postal note and not stamps during warm weather.: [1028, 942, 1221, 1262]
- article-paragraph: Write to the editor of The Gazette, Blackstone building, Cleveland, O. Our terms will be sent promptly. Our people would be glad to hear from this and in once the addresses of persons in the cities named above, or others, to whom we can write relative to the matter.: [1228, 1795, 1420, 1897]
- attorney-line: 309-510 Superior Building.: [1062, 2491, 1186, 2503]
- article-paragraph: Twice within the last four years the Democrats of Maryland did attempt to disfranchise the Colored voters in that state. Each time President Taft, in unequivocal terms, with lost any in the spirit of pure faith, opposed these attempts on the part of the Democrats. And to the opposition, timely and forcible, in the defeat of the measures by the people in that state. The Colored man in Maryland who now votes against President Taft, after he has helped the elective franchise, invites and encourages another Democratic attempt to disfranchise the race. He will forfeit some one and switch in the event of Democratic success in November. The Colored man, by his own vote, does not loss a deal of gratitude to the President because of his attitude in 1908 in the matter of disfranchisement because it is in this spirit of justice. He puts his own case.: [1228, 967, 1420, 1301]
- section-heading: "JUMPING OUT OF THE FRYING PAN INTO THE FIRE.": [637, 1578, 816, 1602]
- section-heading: CORRESPONDENTS WANTED.: [1236, 1492, 1412, 1507]
- article-paragraph: "Now we know the first four classes include no Negroes at all. In other words, it is intended to free the whites from educational or property qualifications, but to subject all Negroes to them.: [432, 1072, 624, 1158]
- page-masthead: THE GAZETTE, CLEVELAND, O. SATURDAY, OCTOBER 26, 1912.: [431, 128, 1033, 149]
- attorney-line: ATTORNEY AT LAW.: [1072, 2477, 1176, 2489]
- editor-name: HARRY C. SMITH: [70, 446, 202, 464]
- column-1: [44, 158, 228, 2212]
- paper-title: THE GAZETTE: [60, 163, 211, 229]
- editorial-paragraph: Our Chicago contemporaries are wrong when they announce that the "Windy City" has "the honor of first appointing a member of the race to the position of lieutenant of police. Cleveland has been in possession of that and several other similar honors for a number of years. Will our esteemed contemporary, the Chicago Defender, make proper correction, at once, please?: [44, 772, 227, 931]
- rate-row: Three Months .50: [54, 314, 217, 326]
- letter-paragraph: About this time the dread disease, consumption, took hold upon him, and gradually he declined until finally he was laid away in his last resting place at his old home in Dayton. The people who, when he was a struggling elevator boy, lent him but very little encouragement, later paid every tribute to his honor to his memory. A monument was soon erected through the contributions made by the public and to today pointed out as one of the places of interest to those who visit the city.: [631, 1099, 821, 1287]
- news-item: Prof. Albert F. Mando of N. Y. City, is dead.: [829, 492, 1020, 521]
- portrait-label: CHARLES A. THATCHER.: [235, 1046, 426, 1064]
